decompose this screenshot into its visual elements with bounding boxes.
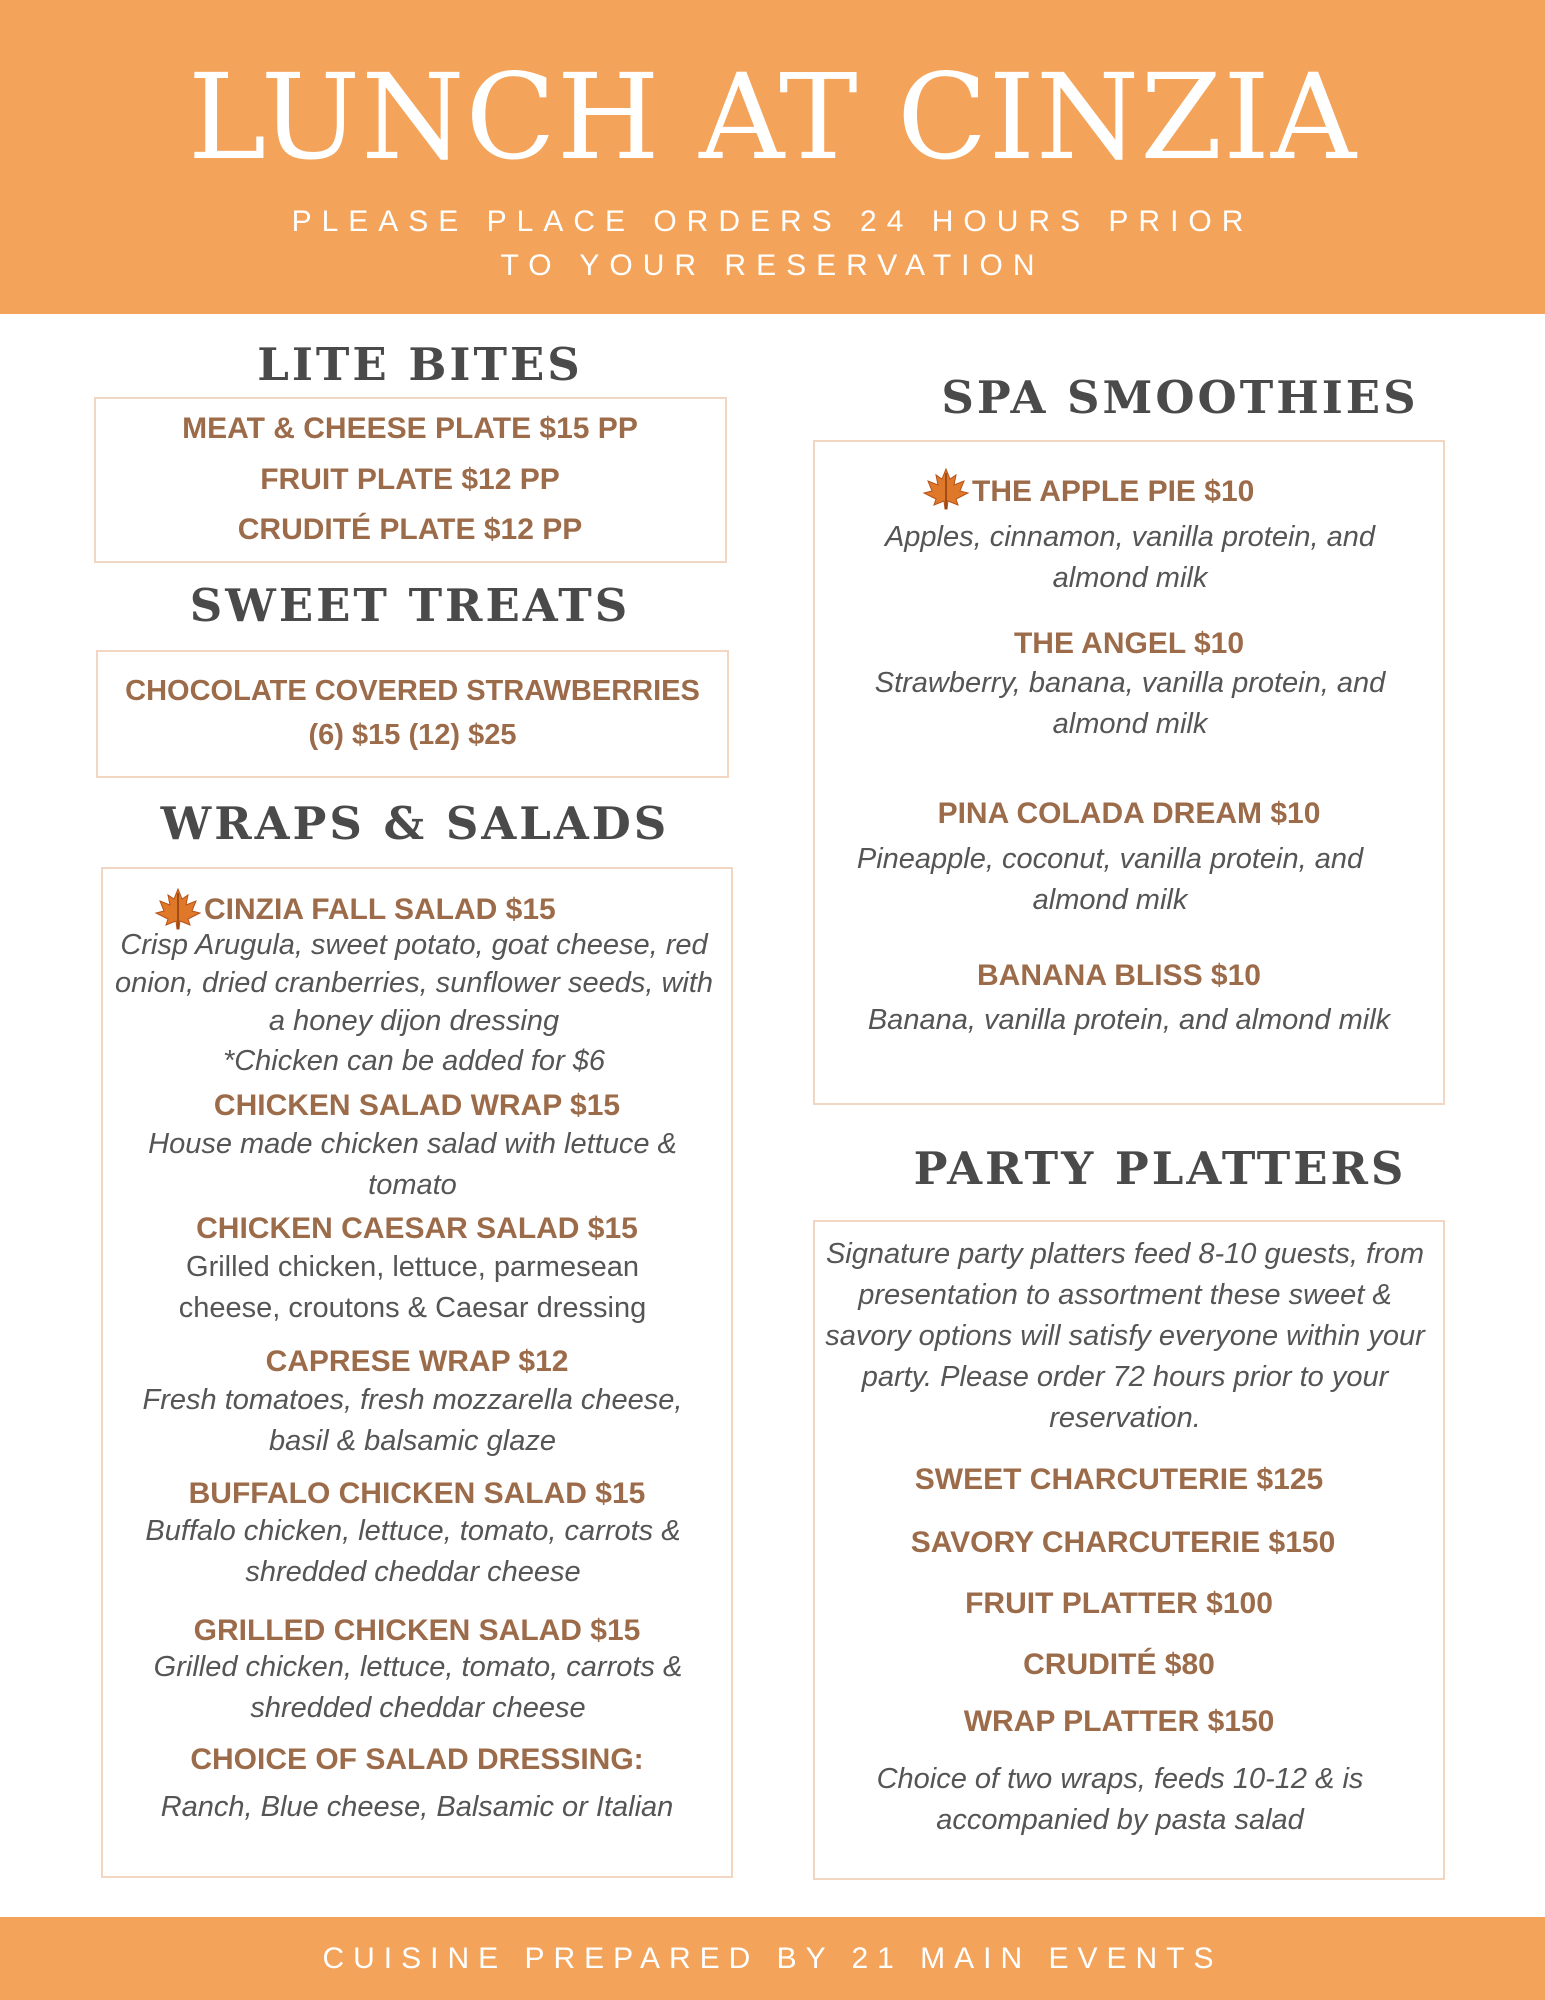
item-description: Pineapple, coconut, vanilla protein, and almond milk bbox=[856, 843, 1364, 916]
menu-item: CHOCOLATE COVERED STRAWBERRIES bbox=[125, 675, 700, 707]
footer-banner: CUISINE PREPARED BY 21 MAIN EVENTS bbox=[0, 1917, 1545, 2000]
section-title-sweet-treats: SWEET TREATS bbox=[189, 579, 631, 632]
menu-item: BUFFALO CHICKEN SALAD $15 bbox=[188, 1477, 646, 1510]
menu-item: FRUIT PLATE $12 PP bbox=[260, 463, 560, 496]
menu-item: CHOICE OF SALAD DRESSING: bbox=[190, 1743, 644, 1776]
menu-item: FRUIT PLATTER $100 bbox=[965, 1587, 1273, 1620]
section-title-spa-smoothies: SPA SMOOTHIES bbox=[941, 371, 1419, 424]
section-title-party-platters: PARTY PLATTERS bbox=[913, 1142, 1407, 1195]
item-description: Fresh tomatoes, fresh mozzarella cheese, basil & balsamic glaze bbox=[142, 1384, 683, 1457]
menu-item-price: (6) $15 (12) $25 bbox=[308, 719, 517, 751]
item-description: Apples, cinnamon, vanilla protein, and almond milk bbox=[884, 521, 1376, 594]
menu-item: CRUDITÉ PLATE $12 PP bbox=[237, 513, 583, 546]
menu-item: GRILLED CHICKEN SALAD $15 bbox=[193, 1614, 641, 1647]
menu-item: PINA COLADA DREAM $10 bbox=[937, 797, 1321, 830]
menu-item: SAVORY CHARCUTERIE $150 bbox=[910, 1526, 1336, 1559]
section-title-lite-bites: LITE BITES bbox=[257, 338, 583, 391]
item-description: Buffalo chicken, lettuce, tomato, carrots & shredded cheddar cheese bbox=[145, 1515, 681, 1588]
header-banner bbox=[0, 0, 1545, 314]
menu-item: THE APPLE PIE $10 bbox=[972, 475, 1255, 508]
menu-item: CAPRESE WRAP $12 bbox=[265, 1345, 569, 1378]
menu-item: THE ANGEL $10 bbox=[1013, 627, 1245, 660]
item-description: Grilled chicken, lettuce, parmesean cheese, croutons & Caesar dressing bbox=[178, 1251, 647, 1324]
menu-item: WRAP PLATTER $150 bbox=[963, 1705, 1275, 1738]
item-description: House made chicken salad with lettuce & tomato bbox=[148, 1128, 677, 1201]
menu-item: CHICKEN SALAD WRAP $15 bbox=[213, 1089, 621, 1122]
menu-item: MEAT & CHEESE PLATE $15 PP bbox=[182, 412, 638, 445]
page-subtitle: PLEASE PLACE ORDERS 24 HOURS PRIOR TO YOUR RESERVATION bbox=[291, 205, 1254, 282]
party-platters-intro: Signature party platters feed 8-10 guests, from presentation to assortment these sweet & savory options will satisfy everyone within your party. Please order 72 hours prior to your reservation. bbox=[825, 1238, 1425, 1434]
item-description: Grilled chicken, lettuce, tomato, carrots & shredded cheddar cheese bbox=[153, 1651, 683, 1724]
item-description: Choice of two wraps, feeds 10-12 & is accompanied by pasta salad bbox=[876, 1763, 1364, 1836]
section-title-wraps-salads: WRAPS & SALADS bbox=[160, 797, 670, 850]
sweet-treats-box bbox=[96, 650, 729, 778]
maple-leaf-icon bbox=[922, 467, 970, 511]
item-description: Banana, vanilla protein, and almond milk bbox=[867, 1004, 1391, 1036]
item-note: *Chicken can be added for $6 bbox=[222, 1045, 606, 1077]
menu-item: CRUDITÉ $80 bbox=[1023, 1648, 1215, 1681]
item-description: Ranch, Blue cheese, Balsamic or Italian bbox=[160, 1791, 674, 1823]
page-title: LUNCH AT CINZIA bbox=[187, 48, 1358, 186]
maple-leaf-icon bbox=[154, 887, 202, 931]
menu-item: SWEET CHARCUTERIE $125 bbox=[914, 1463, 1324, 1496]
item-description: Strawberry, banana, vanilla protein, and almond milk bbox=[874, 667, 1386, 740]
item-description: Crisp Arugula, sweet potato, goat cheese, red onion, dried cranberries, sunflower seeds, with a honey dijon dressing bbox=[114, 929, 714, 1037]
menu-item: CHICKEN CAESAR SALAD $15 bbox=[196, 1212, 638, 1245]
menu-item: CINZIA FALL SALAD $15 bbox=[204, 893, 556, 926]
menu-item: BANANA BLISS $10 bbox=[977, 959, 1261, 992]
